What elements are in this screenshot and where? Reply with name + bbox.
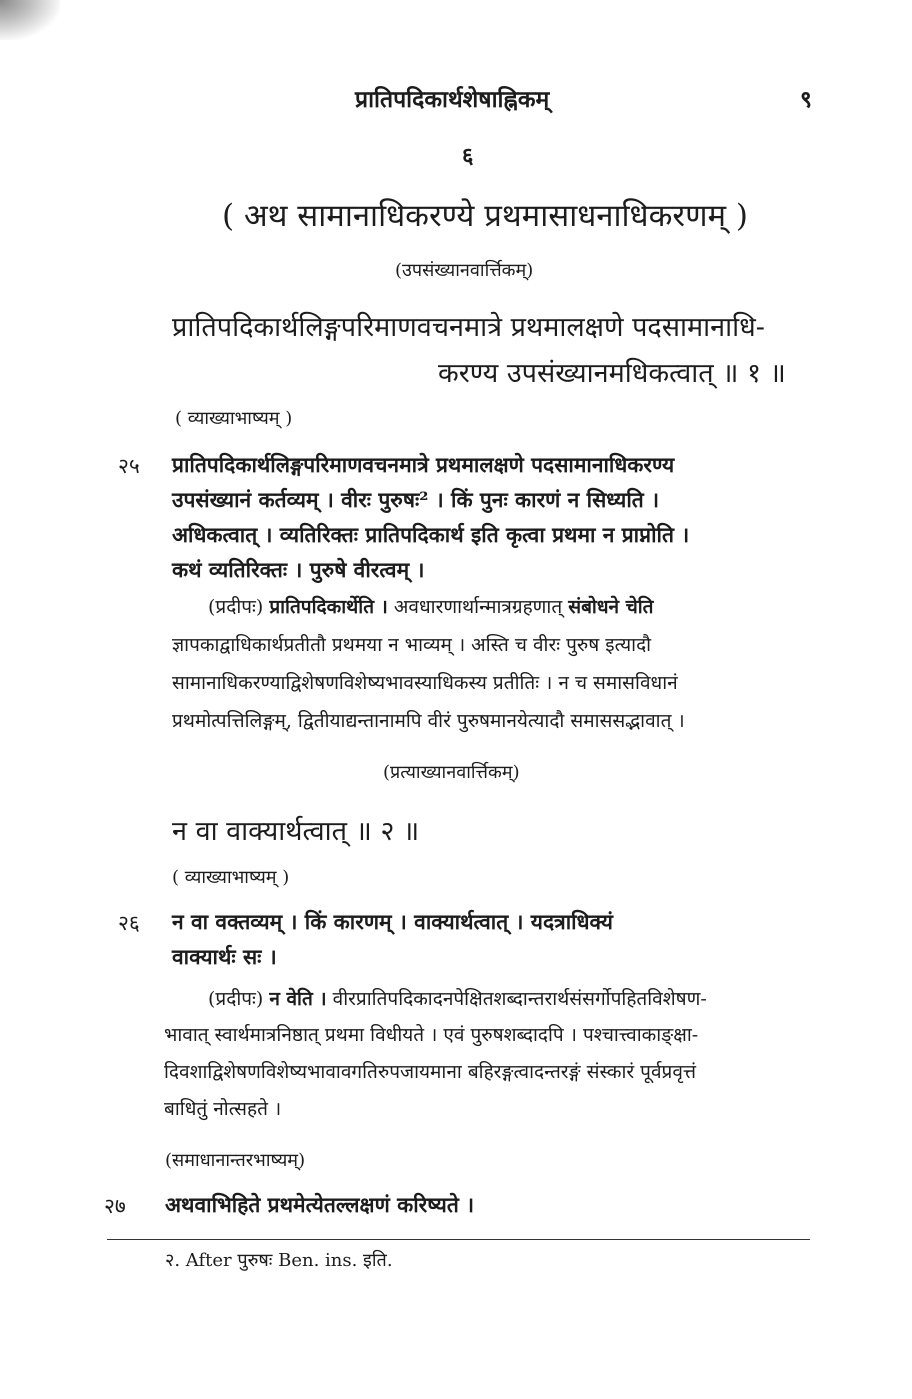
pratyakhyana-label: (प्रत्याख्यानवार्त्तिकम्) — [383, 762, 520, 783]
pradipa-2-line-4: बाधितुं नोत्सहते । — [164, 1098, 282, 1120]
pradipa-2-lead: न वेति । — [269, 988, 327, 1010]
pradipa-1-line-1-bold: संबोधने चेति — [568, 596, 654, 618]
pradipa-1-label: (प्रदीपः) — [208, 596, 264, 618]
upasankhyana-label: (उपसंख्यानवार्त्तिकम्) — [395, 260, 534, 281]
paragraph-number-27: २७ — [104, 1194, 126, 1218]
samadhana-label: (समाधानान्तरभाष्यम्) — [165, 1150, 306, 1171]
pradipa-1-line-3: सामानाधिकरण्याद्विशेषणविशेष्यभावस्याधिकस्य प्रतीतिः । न च समासविधानं — [172, 672, 678, 694]
footnote-rule — [107, 1239, 810, 1240]
pradipa-1-line-1-text: अवधारणार्थान्मात्रग्रहणात् — [393, 596, 563, 618]
pradipa-1-lead: प्रातिपदिकार्थेति । — [269, 596, 388, 618]
bhashya-25-line-1: प्रातिपदिकार्थलिङ्गपरिमाणवचनमात्रे प्रथमालक्षणे पदसामानाधिकरण्य — [172, 452, 675, 477]
adhikarana-heading: ( अथ सामानाधिकरण्ये प्रथमासाधनाधिकरणम् ) — [222, 198, 748, 234]
bhashya-27-line-1: अथवाभिहिते प्रथमेत्येतल्लक्षणं करिष्यते । — [165, 1192, 475, 1217]
running-header-title: प्रातिपदिकार्थशेषाह्निकम् — [355, 86, 550, 113]
footnote: २. After पुरुषः Ben. ins. इति. — [165, 1250, 393, 1271]
vyakhya-bhashya-label-2: ( व्याख्याभाष्यम् ) — [172, 867, 290, 888]
pradipa-2-line-1-text: वीरप्रातिपदिकादनपेक्षितशब्दान्तरार्थसंसर्गोपहितविशेषण- — [332, 988, 707, 1010]
bhashya-26-line-1: न वा वक्तव्यम् । किं कारणम् । वाक्यार्थत्वात् । यदत्राधिक्यं — [172, 909, 613, 934]
pradipa-2-label: (प्रदीपः) — [208, 988, 264, 1010]
pradipa-2-line-2: भावात् स्वार्थमात्रनिष्ठात् प्रथमा विधीयते । एवं पुरुषशब्दादपि । पश्चात्त्वाकाङ्क्षा- — [164, 1024, 699, 1046]
scan-shadow — [0, 0, 60, 40]
bhashya-25-line-2: उपसंख्यानं कर्तव्यम् । वीरः पुरुषः² । किं पुनः कारणं न सिध्यति । — [172, 487, 660, 512]
pradipa-1-line-4: प्रथमोत्पत्तिलिङ्गम्, द्वितीयाद्यन्तानामपि वीरं पुरुषमानयेत्यादौ समाससद्भावात् । — [172, 710, 685, 732]
bhashya-25-line-4: कथं व्यतिरिक्तः । पुरुषे वीरत्वम् । — [172, 557, 425, 582]
vartika-1-line-1: प्रातिपदिकार्थलिङ्गपरिमाणवचनमात्रे प्रथमालक्षणे पदसामानाधि- — [172, 312, 765, 343]
pradipa-2-line-3: दिवशाद्विशेषणविशेष्यभावावगतिरुपजायमाना बहिरङ्गत्वादन्तरङ्गं संस्कारं पूर्वप्रवृत्तं — [164, 1061, 697, 1083]
bhashya-26-line-2: वाक्यार्थः सः । — [172, 944, 277, 969]
paragraph-number-26: २६ — [118, 911, 140, 935]
vyakhya-bhashya-label-1: ( व्याख्याभाष्यम् ) — [175, 408, 293, 429]
vartika-1-line-2: करण्य उपसंख्यानमधिकत्वात् ॥ १ ॥ — [438, 358, 786, 389]
bhashya-25-line-3: अधिकत्वात् । व्यतिरिक्तः प्रातिपदिकार्थ इति कृत्वा प्रथमा न प्राप्नोति । — [172, 522, 690, 547]
pradipa-2-line-1 — [208, 982, 707, 1017]
pradipa-1-line-1 — [208, 590, 654, 625]
page-number: ९ — [800, 86, 812, 113]
pradipa-1-line-2: ज्ञापकाद्वाधिकार्थप्रतीतौ प्रथमया न भाव्यम् । अस्ति च वीरः पुरुष इत्यादौ — [172, 634, 652, 656]
vartika-2: न वा वाक्यार्थत्वात् ॥ २ ॥ — [172, 816, 420, 847]
section-number: ६ — [462, 143, 474, 169]
paragraph-number-25: २५ — [118, 454, 140, 478]
